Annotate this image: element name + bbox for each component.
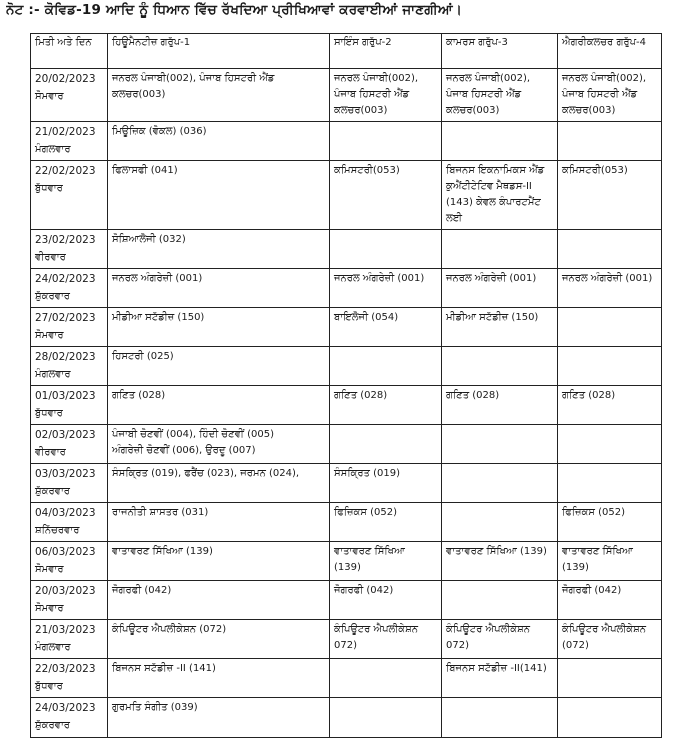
table-row	[31, 581, 662, 620]
group-4-cell	[558, 269, 662, 308]
note-text: ਨੋਟ :- ਕੋਵਿਡ-19 ਆਦਿ ਨੂੰ ਧਿਆਨ ਵਿੱਚ ਰੱਖਦਿਆ ਪ੍ਰੀਖਿਆਵਾਂ ਕਰਵਾਈਆਂ ਜਾਣਗੀਆਂ।	[6, 2, 463, 18]
exam-day: ਸੋਮਵਾਰ	[35, 330, 64, 341]
date-cell	[31, 308, 108, 347]
exam-date: 23/02/2023	[35, 234, 96, 246]
exam-day: ਮੰਗਲਵਾਰ	[35, 369, 71, 380]
exam-day: ਸ਼ੁੱਕਰਵਾਰ	[35, 486, 70, 497]
date-cell	[31, 659, 108, 698]
group-3-cell	[442, 698, 558, 738]
group-2-cell	[330, 464, 442, 503]
table-row	[31, 659, 662, 698]
group-3-cell	[442, 386, 558, 425]
group-1-cell	[108, 698, 330, 738]
table-header-row	[31, 34, 662, 69]
subject-text: ਫਿਲਾਸਫੀ (041)	[112, 165, 178, 176]
date-cell	[31, 347, 108, 386]
exam-day: ਮੰਗਲਵਾਰ	[35, 642, 71, 653]
exam-day: ਬੁੱਧਵਾਰ	[35, 681, 63, 692]
exam-day: ਸ਼ੁੱਕਰਵਾਰ	[35, 291, 70, 302]
group-4-cell	[558, 659, 662, 698]
exam-date: 22/03/2023	[35, 663, 96, 675]
exam-date: 03/03/2023	[35, 468, 96, 480]
exam-date: 20/03/2023	[35, 585, 96, 597]
header-agriculture-group: ਐਗਰੀਕਲਚਰ ਗਰੁੱਪ-4	[558, 34, 662, 69]
date-cell	[31, 581, 108, 620]
table-row	[31, 230, 662, 269]
date-cell	[31, 542, 108, 581]
group-1-cell	[108, 386, 330, 425]
group-4-cell	[558, 69, 662, 122]
table-row	[31, 161, 662, 230]
exam-date: 24/02/2023	[35, 273, 96, 285]
group-3-cell	[442, 161, 558, 230]
exam-schedule-table	[30, 33, 662, 738]
subject-text: ਕੰਪਿਊਟਰ ਐਪਲੀਕੇਸ਼ਨ 072)	[446, 624, 531, 651]
subject-text: ਵਾਤਾਵਰਣ ਸਿੱਖਿਆ (139)	[446, 546, 547, 557]
table-row	[31, 620, 662, 659]
group-2-cell	[330, 230, 442, 269]
exam-date: 21/03/2023	[35, 624, 96, 636]
subject-text: ਜੋਗਰਫੀ (042)	[334, 585, 394, 596]
group-4-cell	[558, 347, 662, 386]
subject-text: ਬਿਜਨਸ ਇਕਨਾਮਿਕਸ ਐਂਡ ਕੁਐਂਟੀਟੇਟਿਵ ਮੈਥਡਸ-II (143) ਕੇਵਲ ਕੰਪਾਰਟਮੈਂਟ ਲਈ	[446, 165, 545, 224]
date-cell	[31, 503, 108, 542]
group-4-cell	[558, 698, 662, 738]
group-4-cell	[558, 425, 662, 464]
group-2-cell	[330, 581, 442, 620]
header-humanities-group: ਹਿਊਮੈਨਟੀਜ਼ ਗਰੁੱਪ-1	[108, 34, 330, 69]
subject-text: ਪੰਜਾਬੀ ਚੋਣਵੀਂ (004), ਹਿੰਦੀ ਚੋਣਵੀਂ (005) ਅੰਗਰੇਜ਼ੀ ਚੋਣਵੀਂ (006), ਉਰਦੂ (007)	[112, 429, 274, 456]
table-row	[31, 69, 662, 122]
group-1-cell	[108, 122, 330, 161]
subject-text: ਹਿਸਟਰੀ (025)	[112, 351, 174, 362]
subject-text: ਮੀਡੀਆ ਸਟੱਡੀਜ਼ (150)	[112, 312, 205, 323]
exam-day: ਬੁੱਧਵਾਰ	[35, 183, 63, 194]
date-cell	[31, 464, 108, 503]
subject-text: ਕਮਿਸਟਰੀ(053)	[562, 165, 628, 176]
group-3-cell	[442, 620, 558, 659]
exam-day: ਸੋਮਵਾਰ	[35, 91, 64, 102]
group-1-cell	[108, 161, 330, 230]
exam-date: 01/03/2023	[35, 390, 96, 402]
subject-text: ਜਨਰਲ ਪੰਜਾਬੀ(002), ਪੰਜਾਬ ਹਿਸਟਰੀ ਐਂਡ ਕਲਚਰ(003)	[446, 73, 531, 116]
subject-text: ਜਨਰਲ ਅੰਗਰੇਜ਼ੀ (001)	[112, 273, 203, 284]
subject-text: ਕੰਪਿਊਟਰ ਐਪਲੀਕੇਸ਼ਨ (072)	[112, 624, 227, 635]
subject-text: ਕੰਪਿਊਟਰ ਐਪਲੀਕੇਸ਼ਨ (072)	[562, 624, 647, 651]
group-2-cell	[330, 122, 442, 161]
subject-text: ਜਨਰਲ ਅੰਗਰੇਜ਼ੀ (001)	[334, 273, 425, 284]
date-cell	[31, 620, 108, 659]
exam-date: 22/02/2023	[35, 165, 96, 177]
exam-day: ਵੀਰਵਾਰ	[35, 447, 66, 458]
group-2-cell	[330, 161, 442, 230]
subject-text: ਸੰਸਕ੍ਰਿਤ (019)	[334, 468, 401, 479]
subject-text: ਜਨਰਲ ਅੰਗਰੇਜ਼ੀ (001)	[562, 273, 653, 284]
group-1-cell	[108, 230, 330, 269]
group-2-cell	[330, 503, 442, 542]
group-2-cell	[330, 386, 442, 425]
subject-text: ਕੰਪਿਊਟਰ ਐਪਲੀਕੇਸ਼ਨ 072)	[334, 624, 419, 651]
subject-text: ਮਿਊਜ਼ਿਕ (ਵੋਕਲ) (036)	[112, 126, 207, 137]
header-date-day: ਮਿਤੀ ਅਤੇ ਦਿਨ	[31, 34, 108, 69]
group-4-cell	[558, 464, 662, 503]
group-4-cell	[558, 122, 662, 161]
group-3-cell	[442, 542, 558, 581]
subject-text: ਸੋਸ਼ਿਆਲੋਜੀ (032)	[112, 234, 186, 245]
table-row	[31, 425, 662, 464]
subject-text: ਬਿਜਨਸ ਸਟੱਡੀਜ਼ -II (141)	[112, 663, 216, 674]
exam-date: 28/02/2023	[35, 351, 96, 363]
header-commerce-group: ਕਾਮਰਸ ਗਰੁੱਪ-3	[442, 34, 558, 69]
exam-day: ਸ਼ੁੱਕਰਵਾਰ	[35, 720, 70, 731]
table-row	[31, 542, 662, 581]
group-4-cell	[558, 161, 662, 230]
group-2-cell	[330, 659, 442, 698]
exam-day: ਵੀਰਵਾਰ	[35, 252, 66, 263]
subject-text: ਗਣਿਤ (028)	[112, 390, 166, 401]
date-cell	[31, 386, 108, 425]
subject-text: ਕਮਿਸਟਰੀ(053)	[334, 165, 400, 176]
exam-date: 06/03/2023	[35, 546, 96, 558]
group-2-cell	[330, 425, 442, 464]
exam-date: 20/02/2023	[35, 73, 96, 85]
subject-text: ਜੋਗਰਫੀ (042)	[562, 585, 622, 596]
group-2-cell	[330, 269, 442, 308]
group-1-cell	[108, 620, 330, 659]
group-3-cell	[442, 347, 558, 386]
subject-text: ਰਾਜਨੀਤੀ ਸ਼ਾਸਤਰ (031)	[112, 507, 209, 518]
group-1-cell	[108, 542, 330, 581]
date-cell	[31, 425, 108, 464]
subject-text: ਫਿਜ਼ਿਕਸ (052)	[562, 507, 626, 518]
date-cell	[31, 69, 108, 122]
table-row	[31, 698, 662, 738]
subject-text: ਜਨਰਲ ਅੰਗਰੇਜ਼ੀ (001)	[446, 273, 537, 284]
group-3-cell	[442, 425, 558, 464]
group-3-cell	[442, 308, 558, 347]
subject-text: ਗੁਰਮਤਿ ਸੰਗੀਤ (039)	[112, 702, 198, 713]
exam-day: ਸੋਮਵਾਰ	[35, 564, 64, 575]
group-4-cell	[558, 581, 662, 620]
subject-text: ਜਨਰਲ ਪੰਜਾਬੀ(002), ਪੰਜਾਬ ਹਿਸਟਰੀ ਐਂਡ ਕਲਚਰ(003)	[112, 73, 275, 100]
group-2-cell	[330, 69, 442, 122]
subject-text: ਗਣਿਤ (028)	[446, 390, 500, 401]
date-cell	[31, 161, 108, 230]
group-1-cell	[108, 659, 330, 698]
exam-day: ਸ਼ਨਿੱਚਰਵਾਰ	[35, 525, 80, 536]
date-cell	[31, 269, 108, 308]
subject-text: ਵਾਤਾਵਰਣ ਸਿੱਖਿਆ (139)	[112, 546, 213, 557]
group-1-cell	[108, 464, 330, 503]
subject-text: ਫਿਜ਼ਿਕਸ (052)	[334, 507, 398, 518]
table-row	[31, 464, 662, 503]
table-row	[31, 503, 662, 542]
exam-date: 24/03/2023	[35, 702, 96, 714]
subject-text: ਗਣਿਤ (028)	[334, 390, 388, 401]
date-cell	[31, 122, 108, 161]
group-4-cell	[558, 620, 662, 659]
subject-text: ਗਣਿਤ (028)	[562, 390, 616, 401]
subject-text: ਜਨਰਲ ਪੰਜਾਬੀ(002), ਪੰਜਾਬ ਹਿਸਟਰੀ ਐਂਡ ਕਲਚਰ(003)	[334, 73, 419, 116]
group-1-cell	[108, 425, 330, 464]
group-1-cell	[108, 581, 330, 620]
group-3-cell	[442, 464, 558, 503]
group-3-cell	[442, 581, 558, 620]
exam-day: ਸੋਮਵਾਰ	[35, 603, 64, 614]
subject-text: ਵਾਤਾਵਰਣ ਸਿੱਖਿਆ (139)	[334, 546, 405, 573]
group-1-cell	[108, 503, 330, 542]
group-3-cell	[442, 122, 558, 161]
table-row	[31, 347, 662, 386]
table-row	[31, 308, 662, 347]
exam-date: 04/03/2023	[35, 507, 96, 519]
group-4-cell	[558, 503, 662, 542]
subject-text: ਬਾਇਲੋਜੀ (054)	[334, 312, 399, 323]
table-row	[31, 269, 662, 308]
group-3-cell	[442, 659, 558, 698]
group-3-cell	[442, 230, 558, 269]
group-1-cell	[108, 347, 330, 386]
group-2-cell	[330, 347, 442, 386]
header-science-group: ਸਾਇੰਸ ਗਰੁੱਪ-2	[330, 34, 442, 69]
exam-day: ਬੁੱਧਵਾਰ	[35, 408, 63, 419]
group-3-cell	[442, 503, 558, 542]
subject-text: ਸੰਸਕ੍ਰਿਤ (019), ਫਰੈਂਚ (023), ਜਰਮਨ (024),	[112, 468, 300, 479]
group-3-cell	[442, 269, 558, 308]
group-4-cell	[558, 308, 662, 347]
exam-day: ਮੰਗਲਵਾਰ	[35, 144, 71, 155]
exam-date: 27/02/2023	[35, 312, 96, 324]
group-1-cell	[108, 69, 330, 122]
subject-text: ਵਾਤਾਵਰਣ ਸਿੱਖਿਆ (139)	[562, 546, 633, 573]
group-4-cell	[558, 230, 662, 269]
subject-text: ਜੋਗਰਫੀ (042)	[112, 585, 172, 596]
table-row	[31, 122, 662, 161]
subject-text: ਮੀਡੀਆ ਸਟੱਡੀਜ਼ (150)	[446, 312, 539, 323]
subject-text: ਬਿਜਨਸ ਸਟੱਡੀਜ਼ -II(141)	[446, 663, 547, 674]
group-4-cell	[558, 542, 662, 581]
group-2-cell	[330, 698, 442, 738]
group-1-cell	[108, 269, 330, 308]
table-row	[31, 386, 662, 425]
group-2-cell	[330, 620, 442, 659]
exam-date: 21/02/2023	[35, 126, 96, 138]
group-2-cell	[330, 542, 442, 581]
date-cell	[31, 230, 108, 269]
group-2-cell	[330, 308, 442, 347]
group-4-cell	[558, 386, 662, 425]
subject-text: ਜਨਰਲ ਪੰਜਾਬੀ(002), ਪੰਜਾਬ ਹਿਸਟਰੀ ਐਂਡ ਕਲਚਰ(003)	[562, 73, 647, 116]
group-1-cell	[108, 308, 330, 347]
exam-date: 02/03/2023	[35, 429, 96, 441]
group-3-cell	[442, 69, 558, 122]
date-cell	[31, 698, 108, 738]
